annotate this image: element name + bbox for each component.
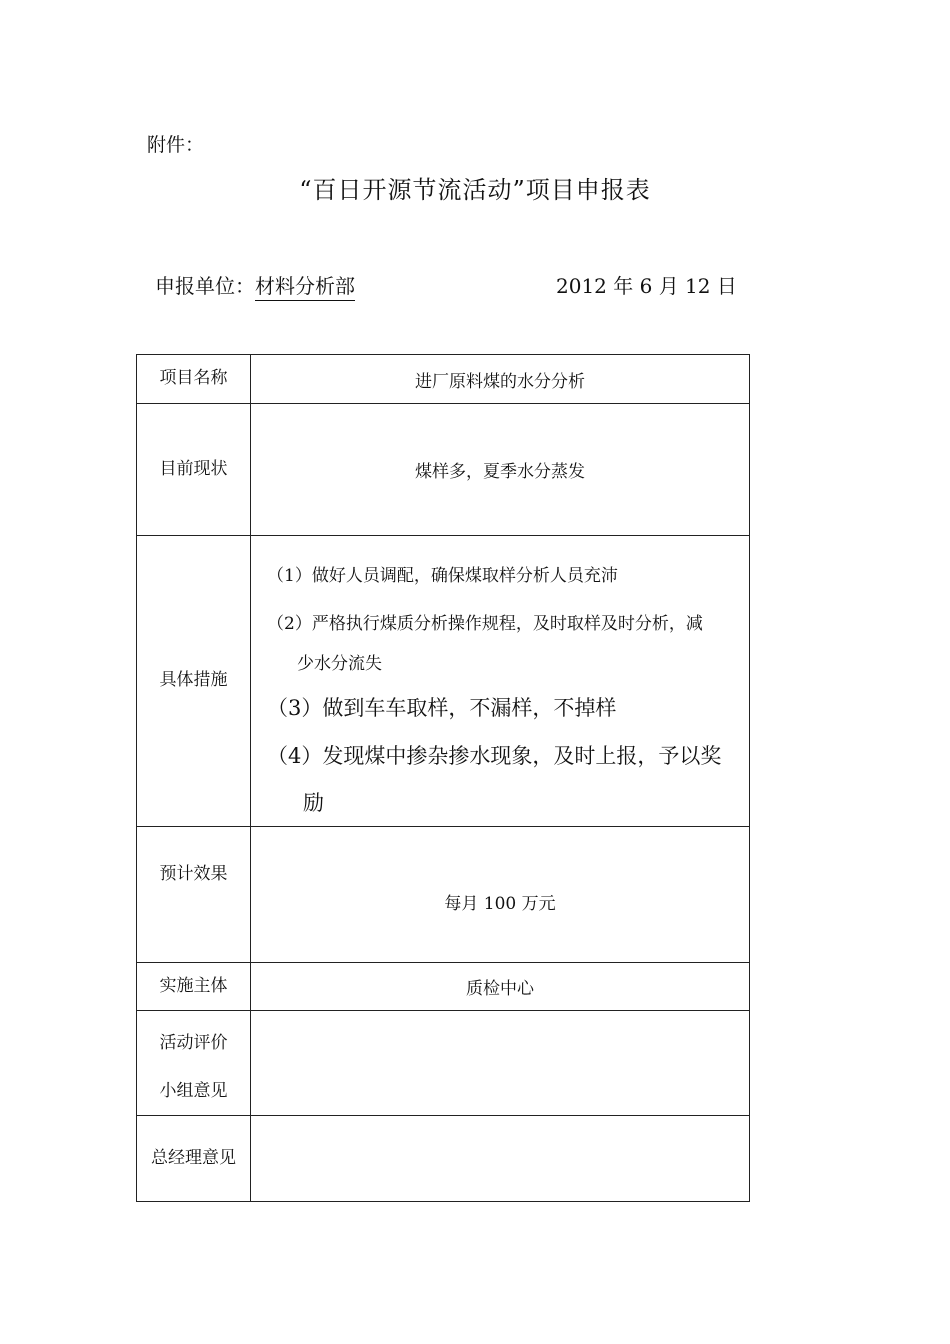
measures-label: 具体措施 (137, 536, 251, 827)
expected-effect-value: 每月 100 万元 (444, 894, 556, 914)
expected-effect-value-cell (251, 827, 750, 963)
expected-effect-label-cell (137, 827, 251, 963)
current-status-value: 煤样多，夏季水分蒸发 (251, 404, 750, 536)
row-project-name (137, 355, 750, 404)
evaluation-label-line1: 活动评价 (159, 1033, 228, 1053)
project-name-label: 项目名称 (137, 355, 251, 404)
evaluation-label (137, 1011, 251, 1116)
report-date: 2012 年 6 月 12 日 (556, 274, 737, 298)
current-status-label: 目前现状 (137, 404, 251, 536)
measure-item-2-continued: 少水分流失 (297, 654, 382, 674)
measure-item-4: （4）发现煤中掺杂掺水现象，及时上报，予以奖 (267, 744, 722, 768)
implementer-label: 实施主体 (137, 963, 251, 1011)
row-measures (137, 536, 750, 827)
page-title: “百日开源节流活动”项目申报表 (299, 176, 651, 204)
measure-item-4-continued: 励 (303, 791, 324, 815)
applicant-unit (155, 270, 355, 299)
row-expected-effect (137, 827, 750, 963)
measure-item-2: （2）严格执行煤质分析操作规程，及时取样及时分析，减 (267, 614, 703, 634)
implementer-value: 质检中心 (251, 963, 750, 1011)
row-current-status (137, 404, 750, 536)
project-name-value: 进厂原料煤的水分分析 (251, 355, 750, 404)
gm-opinion-label: 总经理意见 (137, 1116, 251, 1202)
evaluation-label-line2: 小组意见 (159, 1081, 228, 1101)
measures-list (251, 536, 750, 827)
row-gm-opinion (137, 1116, 750, 1202)
expected-effect-label: 预计效果 (159, 864, 228, 884)
row-evaluation (137, 1011, 750, 1116)
evaluation-value[interactable] (251, 1011, 750, 1116)
unit-value: 材料分析部 (255, 274, 355, 301)
unit-label: 申报单位： (155, 274, 255, 298)
gm-opinion-value[interactable] (251, 1116, 750, 1202)
attachment-label: 附件： (147, 134, 205, 156)
row-implementer (137, 963, 750, 1011)
measure-item-1: （1）做好人员调配，确保煤取样分析人员充沛 (267, 566, 618, 586)
measure-item-3: （3）做到车车取样，不漏样，不掉样 (267, 696, 617, 720)
application-form-table (136, 354, 750, 1202)
